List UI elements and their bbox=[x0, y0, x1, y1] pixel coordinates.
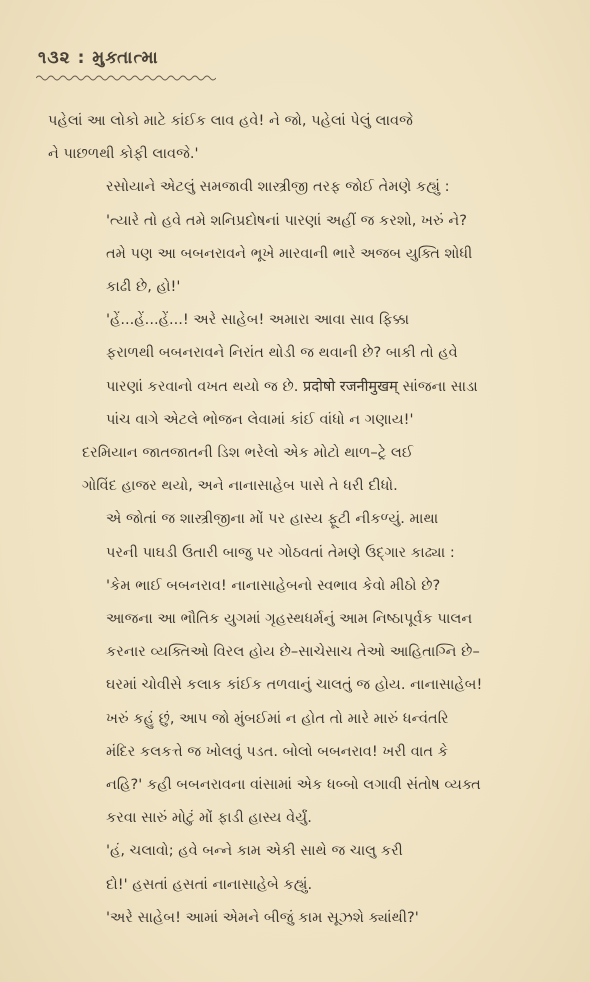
text-line: રસોયાને એટલું સમજાવી શાસ્ત્રીજી તરફ જોઈ તેમણે કહ્યું : bbox=[106, 178, 450, 196]
text-line: પહેલાં આ લોકો માટે કાંઈક લાવ હવે! ને જો, પહેલાં પેલું લાવજે bbox=[48, 112, 413, 129]
page-number: ૧૩૨ bbox=[38, 48, 71, 68]
text-line: 'કેમ ભાઈ બબનરાવ! નાનાસાહેબનો સ્વભાવ કેવો મીઠો છે? bbox=[106, 576, 441, 594]
running-head bbox=[38, 48, 159, 68]
paragraph bbox=[48, 901, 564, 934]
text-line: ફરાળથી બબનરાવને નિરાંત થોડી જ થવાની છે? બાકી તો હવે bbox=[106, 344, 458, 362]
paragraph bbox=[48, 834, 564, 900]
text-line: એ જોતાં જ શાસ્ત્રીજીના મોં પર હાસ્ય ફૂટી નીકળ્યું. માથા bbox=[106, 510, 439, 528]
text-line: દરમિયાન જાતજાતની ડિશ ભરેલો એક મોટો થાળ–ટ્રે લઈ bbox=[82, 444, 414, 462]
text-line: ને પાછળથી કોફી લાવજે.' bbox=[48, 145, 199, 163]
text-line: ગોવિંદ હાજર થયો, અને નાનાસાહેબ પાસે તે ધરી દીધો. bbox=[82, 477, 398, 495]
header-separator: : bbox=[77, 48, 86, 68]
book-title: મુક્તાત્મા bbox=[92, 48, 159, 68]
text-line: દો!' હસતાં હસતાં નાનાસાહેબે કહ્યું. bbox=[106, 875, 313, 893]
paragraph bbox=[48, 303, 564, 436]
text-line: તમે પણ આ બબનરાવને ભૂખે મારવાની ભારે અજબ યુક્તિ શોધી bbox=[106, 244, 473, 262]
paragraph bbox=[48, 502, 564, 834]
paragraph bbox=[48, 104, 564, 170]
text-line: પરની પાઘડી ઉતારી બાજુ પર ગોઠવતાં તેમણે ઉદ્ગાર કાઢ્યા : bbox=[106, 543, 455, 561]
paragraph bbox=[48, 170, 564, 303]
text-line: પાંચ વાગે એટલે ભોજન લેવામાં કાંઈ વાંધો ન ગણાય!' bbox=[106, 410, 414, 428]
text-line: 'હેં...હેં...હેં...! અરે સાહેબ! અમારા આવા સાવ ફિક્કા bbox=[106, 311, 410, 329]
text-line: 'ત્યારે તો હવે તમે શનિપ્રદોષનાં પારણાં અહીં જ કરશો, ખરું ને? bbox=[106, 211, 467, 229]
decorative-wavy-rule bbox=[36, 74, 216, 82]
text-line: નહિ?' કહી બબનરાવના વાંસામાં એક ધબ્બો લગાવી સંતોષ વ્યક્ત bbox=[106, 776, 481, 794]
body-text bbox=[48, 104, 564, 934]
text-line: કરનાર વ્યક્તિઓ વિરલ હોય છે–સાચેસાચ તેઓ આહિતાગ્નિ છે– bbox=[106, 643, 480, 661]
text-line: આજના આ ભૌતિક યુગમાં ગૃહસ્થધર્મનું આમ નિષ્ઠાપૂર્વક પાલન bbox=[106, 610, 473, 628]
paragraph bbox=[48, 436, 564, 502]
text-line: ઘરમાં ચોવીસે કલાક કાંઈક તળવાનું ચાલતું જ હોય. નાનાસાહેબ! bbox=[106, 676, 483, 694]
text-line: 'અરે સાહેબ! આમાં એમને બીજું કામ સૂઝશે ક્યાંથી?' bbox=[106, 908, 419, 926]
text-line: કરવા સારું મોટું મોં ફાડી હાસ્ય વેર્યું. bbox=[106, 809, 312, 827]
text-line: મંદિર કલકત્તે જ ખોલવું પડત. બોલો બબનરાવ! ખરી વાત કે bbox=[106, 742, 449, 760]
text-line: ખરું કહું છું, આપ જો મુંબઈમાં ન હોત તો મારે મારું ધન્વંતરિ bbox=[106, 709, 449, 727]
text-line: પારણાં કરવાનો વખત થયો જ છે. प्रदोषो रजनीमुखम् સાંજના સાડા bbox=[106, 377, 478, 395]
text-line: કાઢી છે, હો!' bbox=[106, 278, 181, 296]
text-line: 'હં, ચલાવો; હવે બન્ને કામ એકી સાથે જ ચાલુ કરી bbox=[106, 842, 403, 860]
